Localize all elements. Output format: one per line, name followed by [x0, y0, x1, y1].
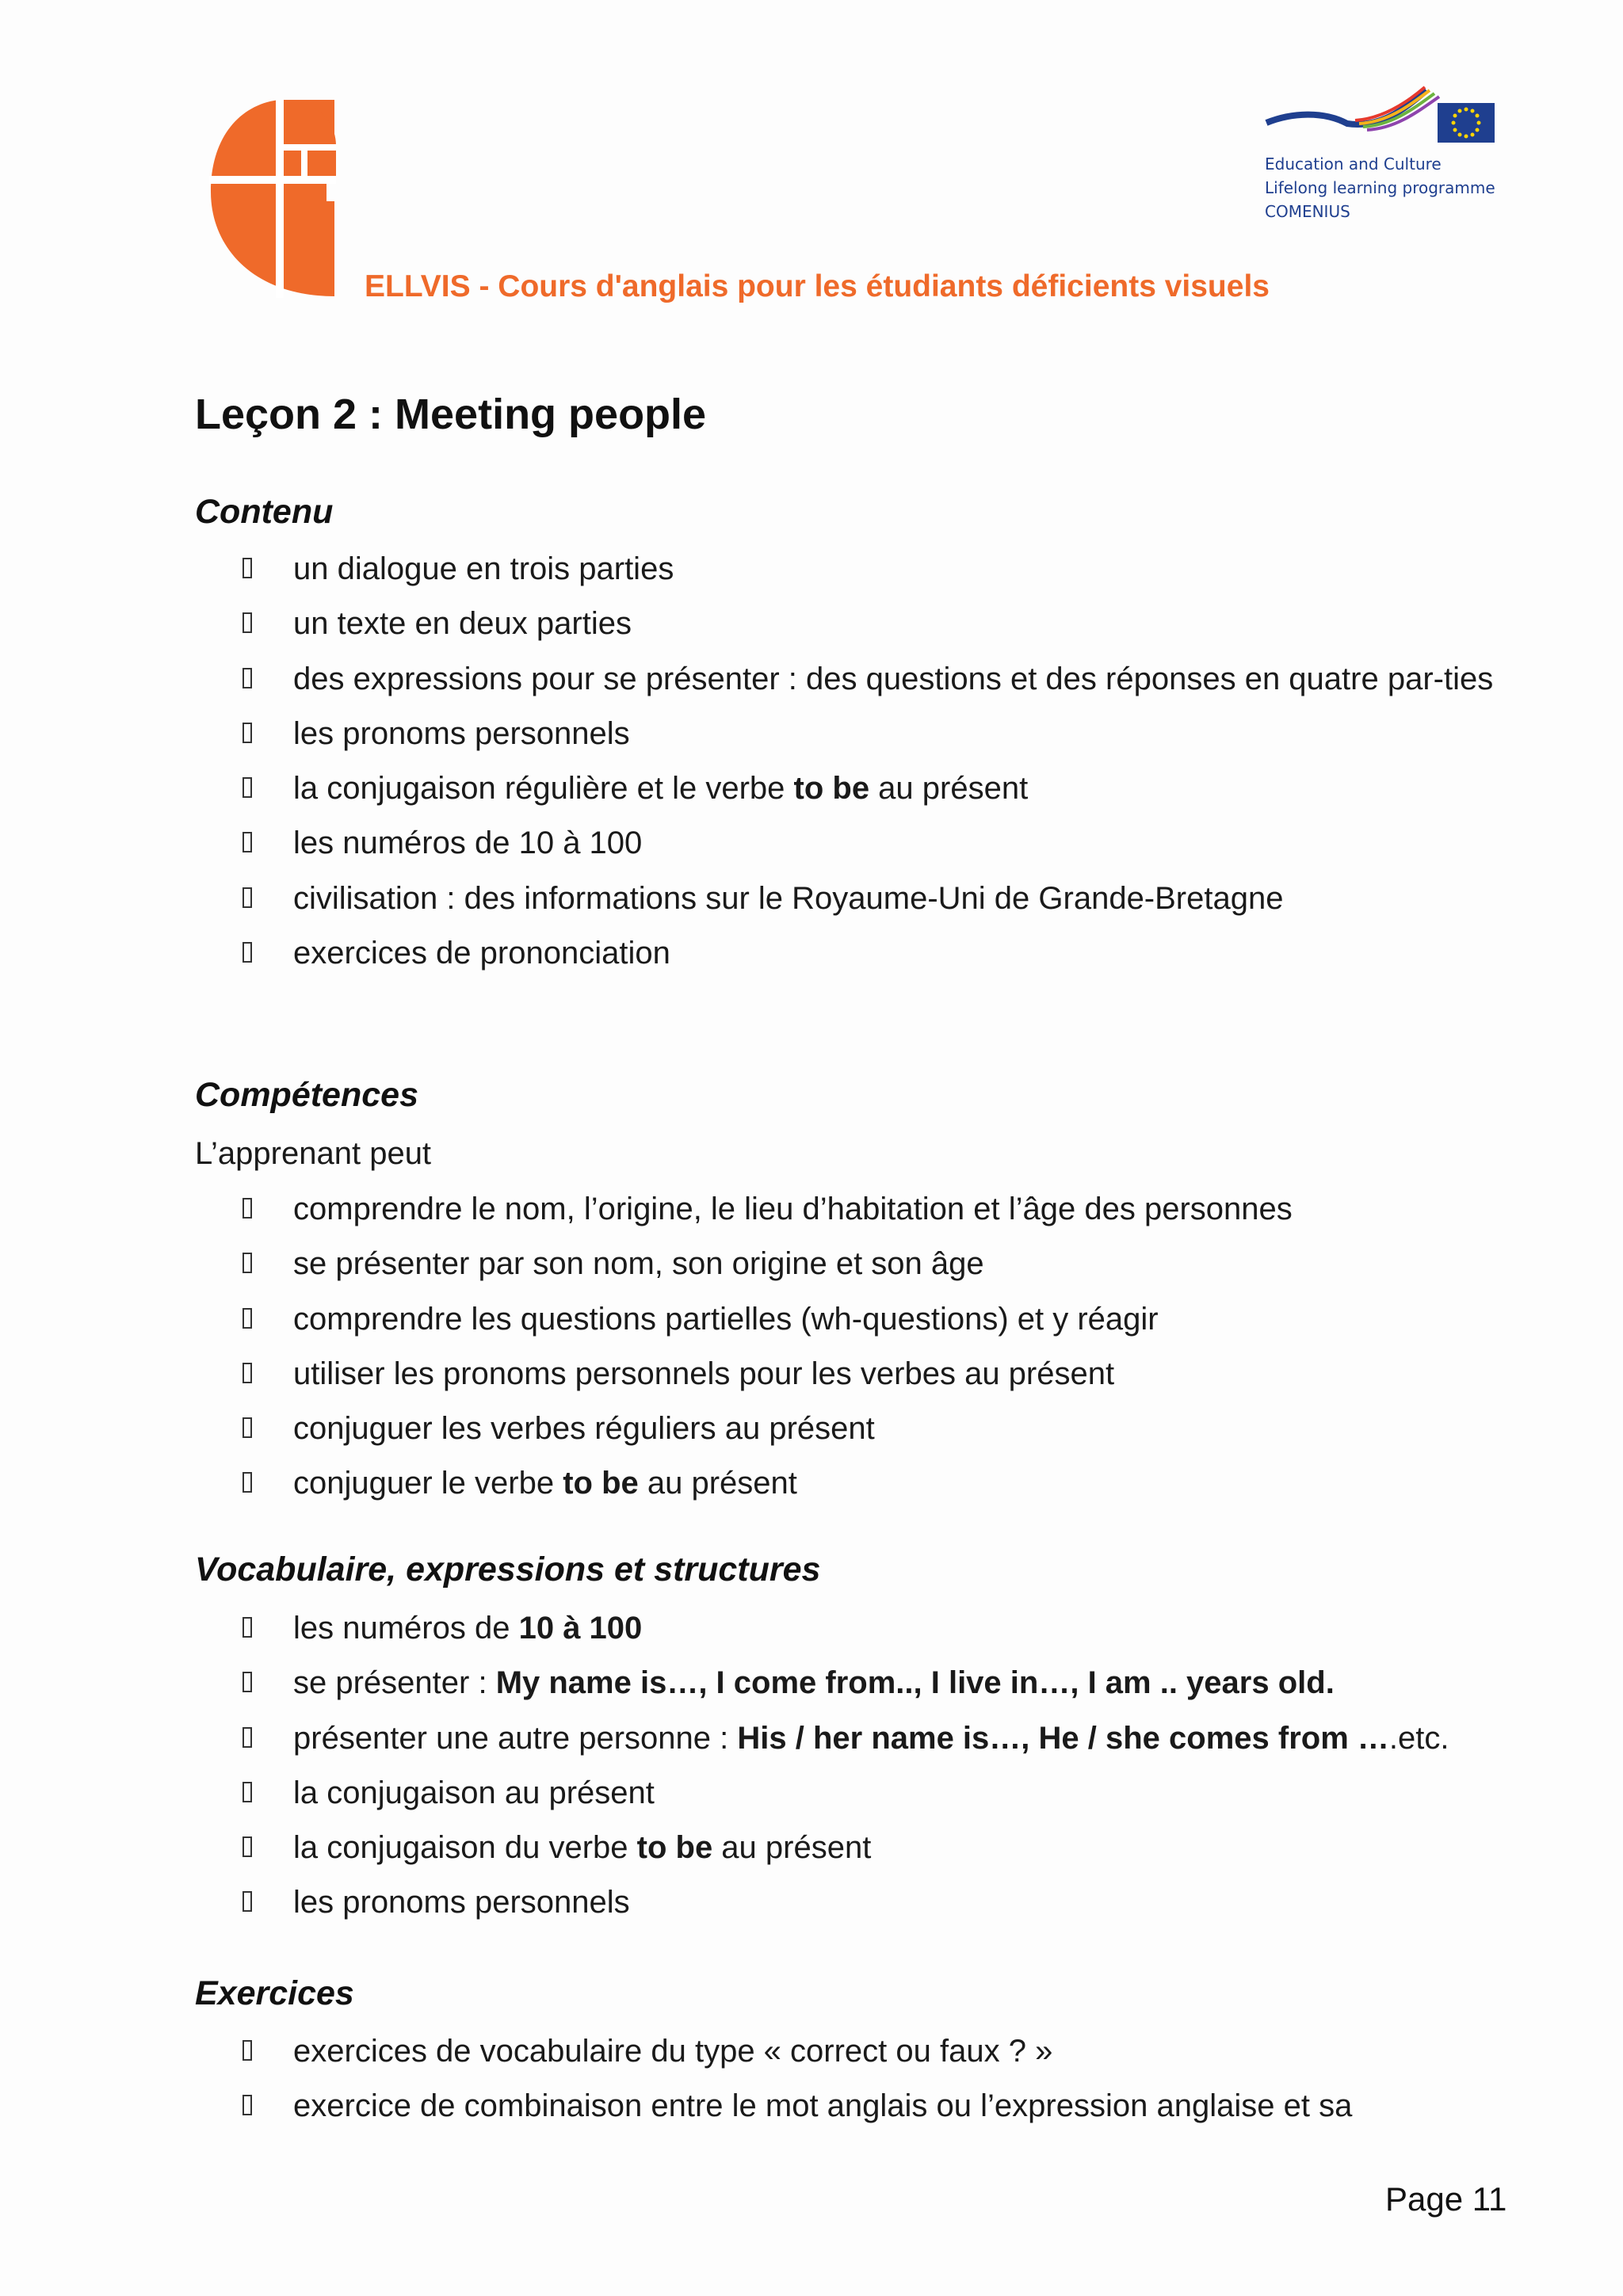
bullet-icon	[242, 612, 252, 633]
list-item-text	[293, 825, 1495, 861]
list-item	[195, 551, 1495, 587]
bold-text: 10 à 100	[518, 1611, 643, 1646]
bold-text: His / her name is…, He / she comes from …	[737, 1720, 1389, 1756]
eu-logo-line-3: COMENIUS	[1265, 202, 1350, 221]
text-segment: au présent	[869, 771, 1029, 807]
list-item-text	[293, 770, 1495, 807]
list-item-text	[293, 1610, 1495, 1646]
text-segment: la conjugaison régulière et le verbe	[293, 771, 794, 807]
bullet-icon	[242, 777, 252, 798]
eu-logo-text	[1265, 152, 1495, 223]
text-segment: se présenter par son nom, son origine et son âge	[293, 1246, 984, 1282]
list-item	[195, 880, 1495, 917]
bullet-icon	[242, 723, 252, 743]
text-segment: la conjugaison du verbe	[293, 1830, 637, 1866]
text-segment: conjuguer le verbe	[293, 1466, 563, 1501]
text-segment: exercices de vocabulaire du type « correct ou faux ? »	[293, 2034, 1053, 2069]
list-item	[195, 605, 1495, 642]
bold-text: to be	[793, 771, 870, 807]
list-item	[195, 1775, 1495, 1811]
eu-logo-line-2: Lifelong learning programme	[1265, 178, 1495, 197]
list-item	[195, 1191, 1495, 1227]
text-segment: des expressions pour se présenter : des questions et des réponses en quatre par-ties	[293, 661, 1494, 696]
exercices-list	[195, 2033, 1495, 2143]
list-item	[195, 770, 1495, 807]
text-segment: exercices de prononciation	[293, 936, 670, 971]
list-item-text	[293, 1775, 1495, 1811]
text-segment: les pronoms personnels	[293, 715, 630, 751]
list-item	[195, 935, 1495, 971]
text-segment: les numéros de 10 à 100	[293, 826, 643, 861]
bullet-icon	[242, 2095, 252, 2115]
list-item	[195, 661, 1495, 697]
list-item-text	[293, 1356, 1495, 1392]
competences-list	[195, 1191, 1495, 1520]
list-item	[195, 1465, 1495, 1501]
bullet-icon	[242, 558, 252, 578]
ellvis-logo-icon	[208, 98, 336, 298]
list-item	[195, 1829, 1495, 1866]
list-item-text	[293, 1301, 1495, 1337]
list-item-text	[293, 1245, 1495, 1282]
text-segment: comprendre le nom, l’origine, le lieu d’habitation et l’âge des personnes	[293, 1192, 1293, 1226]
list-item	[195, 1665, 1495, 1701]
list-item-text	[293, 1720, 1495, 1756]
list-item	[195, 1356, 1495, 1392]
list-item-text	[293, 1665, 1495, 1701]
bullet-icon	[242, 1782, 252, 1802]
list-item	[195, 1884, 1495, 1920]
eu-programme-logo	[1260, 79, 1498, 230]
bullet-icon	[242, 1417, 252, 1438]
list-item-text	[293, 935, 1495, 971]
bullet-icon	[242, 832, 252, 852]
contenu-list	[195, 551, 1495, 990]
bullet-icon	[242, 1891, 252, 1912]
list-item-text	[293, 1410, 1495, 1447]
text-segment: utiliser les pronoms personnels pour les verbes au présent	[293, 1356, 1115, 1391]
bold-text: to be	[563, 1466, 639, 1501]
list-item	[195, 1610, 1495, 1646]
vocabulaire-list	[195, 1610, 1495, 1939]
list-item	[195, 1245, 1495, 1282]
list-item-text	[293, 1465, 1495, 1501]
list-item	[195, 1301, 1495, 1337]
text-segment: la conjugaison au présent	[293, 1775, 655, 1810]
bold-text: My name is…, I come from.., I live in…, I am .. years old.	[495, 1665, 1335, 1701]
section-heading-exercices: Exercices	[195, 1974, 354, 2012]
text-segment: .etc.	[1388, 1720, 1449, 1756]
page-number: Page 11	[1385, 2180, 1507, 2218]
text-segment: civilisation : des informations sur le Royaume-Uni de Grande-Bretagne	[293, 880, 1284, 916]
section-heading-competences: Compétences	[195, 1076, 418, 1114]
list-item-text	[293, 605, 1495, 642]
bullet-icon	[242, 1363, 252, 1383]
bullet-icon	[242, 1253, 252, 1273]
bullet-icon	[242, 942, 252, 963]
bullet-icon	[242, 668, 252, 688]
lesson-title: Leçon 2 : Meeting people	[195, 391, 707, 438]
ellvis-logo	[208, 98, 336, 298]
list-item-text	[293, 715, 1495, 752]
text-segment: les pronoms personnels	[293, 1885, 630, 1920]
bullet-icon	[242, 1672, 252, 1692]
list-item	[195, 2088, 1495, 2124]
bullet-icon	[242, 2040, 252, 2061]
text-segment: un texte en deux parties	[293, 606, 632, 642]
text-segment: se présenter :	[293, 1665, 496, 1701]
list-item-text	[293, 661, 1495, 697]
bullet-icon	[242, 1308, 252, 1329]
eu-logo-line-1: Education and Culture	[1265, 154, 1442, 174]
text-segment: un dialogue en trois parties	[293, 551, 674, 586]
list-item-text	[293, 1191, 1495, 1227]
list-item	[195, 825, 1495, 861]
text-segment: présenter une autre personne :	[293, 1720, 738, 1756]
list-item-text	[293, 2033, 1495, 2069]
list-item-text	[293, 1829, 1495, 1866]
text-segment: au présent	[712, 1830, 872, 1866]
text-segment: conjuguer les verbes réguliers au présent	[293, 1411, 875, 1447]
bullet-icon	[242, 1836, 252, 1857]
bullet-icon	[242, 1472, 252, 1493]
bullet-icon	[242, 1617, 252, 1638]
list-item-text	[293, 2088, 1495, 2124]
eu-swoosh-icon	[1260, 79, 1498, 151]
bold-text: to be	[636, 1830, 713, 1866]
list-item-text	[293, 880, 1495, 917]
section-heading-contenu: Contenu	[195, 493, 334, 531]
bullet-icon	[242, 1727, 252, 1748]
section-heading-vocabulaire: Vocabulaire, expressions et structures	[195, 1550, 821, 1589]
bullet-icon	[242, 1198, 252, 1219]
text-segment: comprendre les questions partielles (wh-questions) et y réagir	[293, 1301, 1159, 1337]
list-item	[195, 2033, 1495, 2069]
text-segment: les numéros de	[293, 1611, 519, 1646]
list-item	[195, 1720, 1495, 1756]
competences-intro: L’apprenant peut	[195, 1136, 432, 1171]
document-header-title: ELLVIS - Cours d'anglais pour les étudiants déficients visuels	[365, 269, 1270, 303]
bullet-icon	[242, 887, 252, 908]
list-item-text	[293, 1884, 1495, 1920]
list-item-text	[293, 551, 1495, 587]
text-segment: exercice de combinaison entre le mot anglais ou l’expression anglaise et sa	[293, 2088, 1353, 2124]
list-item	[195, 1410, 1495, 1447]
list-item	[195, 715, 1495, 752]
text-segment: au présent	[638, 1466, 797, 1501]
